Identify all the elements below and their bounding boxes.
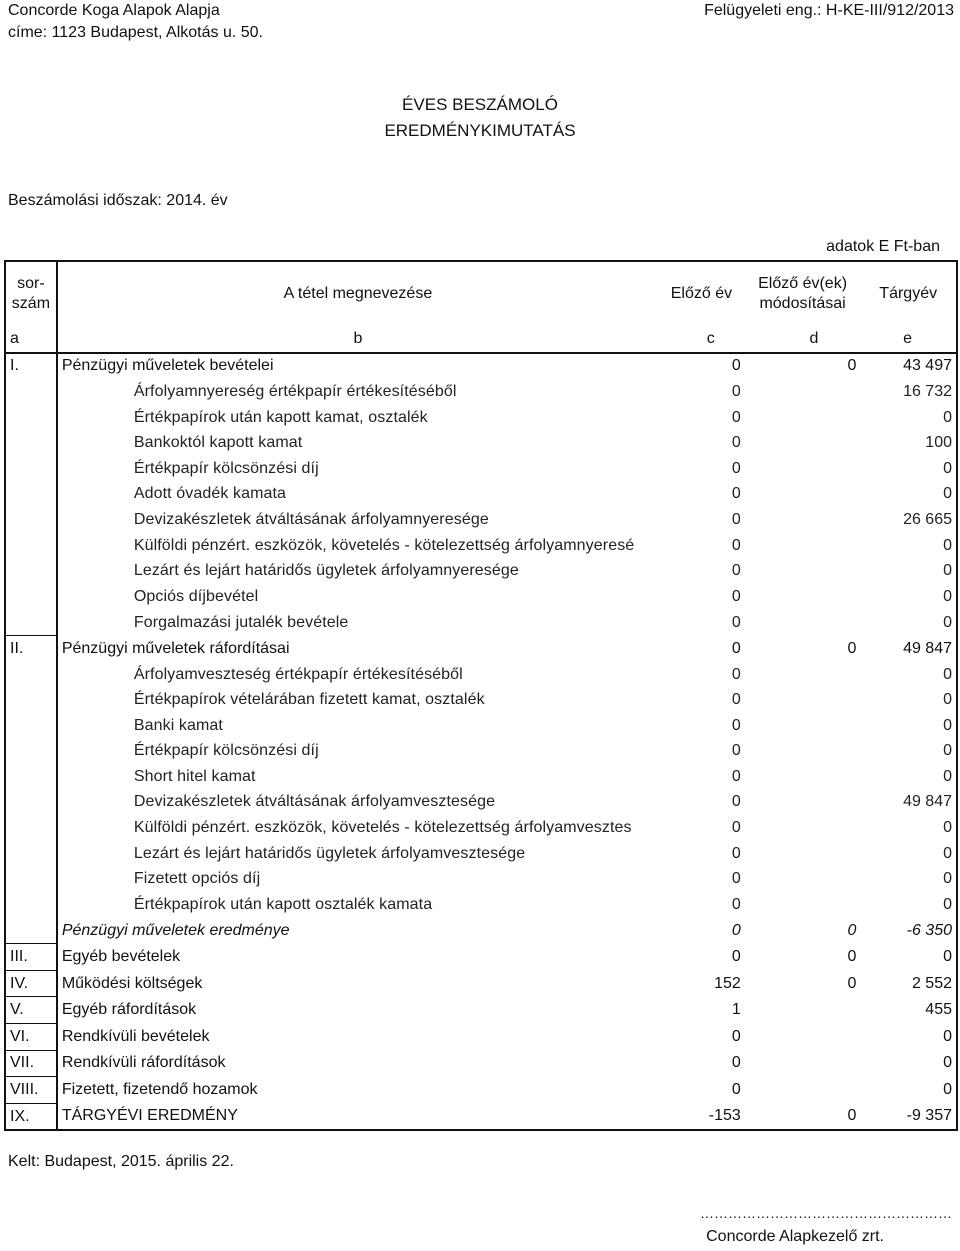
- current-year-value: 0: [860, 841, 957, 867]
- header-previous-year: Előző év: [658, 261, 745, 326]
- current-year-value: 0: [860, 1050, 957, 1077]
- modification-value: [745, 533, 861, 559]
- previous-year-value: 0: [731, 948, 741, 966]
- modification-value: [745, 687, 861, 713]
- modification-value: [745, 1077, 861, 1104]
- table-row: [5, 636, 957, 662]
- current-year-value: 0: [860, 456, 957, 482]
- current-year-value: 0: [860, 944, 957, 971]
- table-row: [5, 739, 957, 765]
- table-row: [5, 1024, 957, 1051]
- current-year-value: 49 847: [860, 636, 957, 662]
- license-number: Felügyeleti eng.: H-KE-III/912/2013: [704, 2, 954, 19]
- modification-value: [745, 866, 861, 892]
- current-year-value: 16 732: [860, 379, 957, 405]
- table-row: [5, 1077, 957, 1104]
- modification-value: [745, 456, 861, 482]
- table-row: [5, 533, 957, 559]
- table-row: [5, 558, 957, 584]
- header-item-name: A tétel megnevezése: [57, 261, 658, 326]
- table-row: [5, 584, 957, 610]
- item-name: Egyéb ráfordítások: [61, 1001, 197, 1019]
- previous-year-value: 0: [731, 357, 741, 375]
- modification-value: 0: [847, 357, 857, 375]
- row-number: [5, 866, 57, 892]
- table-row: [5, 507, 957, 533]
- current-year-value: 0: [860, 1077, 957, 1104]
- header-current-year: Tárgyév: [860, 261, 957, 326]
- item-name: Lezárt és lejárt határidős ügyletek árfolyamvesztesége: [133, 844, 526, 862]
- table-row: [5, 482, 957, 508]
- table-row: [5, 687, 957, 713]
- row-number: II.: [5, 636, 57, 662]
- row-number: V.: [5, 997, 57, 1024]
- item-name: Értékpapír kölcsönzési díj: [133, 742, 319, 760]
- previous-year-value: 0: [731, 382, 741, 400]
- table-row: [5, 662, 957, 688]
- item-name: Értékpapírok vételárában fizetett kamat, osztalék: [133, 691, 485, 709]
- previous-year-value: 0: [731, 819, 741, 837]
- previous-year-value: 0: [731, 510, 741, 528]
- table-row: [5, 405, 957, 431]
- row-number: [5, 713, 57, 739]
- modification-value: [745, 584, 861, 610]
- item-name: Opciós díjbevétel: [133, 587, 259, 605]
- previous-year-value: 0: [731, 613, 741, 631]
- table-row: [5, 430, 957, 456]
- table-row: [5, 944, 957, 971]
- previous-year-value: 0: [731, 408, 741, 426]
- current-year-value: 2 552: [860, 970, 957, 997]
- previous-year-value: 0: [731, 434, 741, 452]
- current-year-value: 49 847: [860, 790, 957, 816]
- fund-info: [8, 0, 263, 44]
- modification-value: [745, 997, 861, 1024]
- current-year-value: 0: [860, 610, 957, 636]
- item-name: Egyéb bevételek: [61, 948, 181, 966]
- issue-date: Kelt: Budapest, 2015. április 22.: [8, 1153, 234, 1170]
- current-year-value: -6 350: [860, 918, 957, 944]
- row-number: [5, 662, 57, 688]
- table-row: [5, 866, 957, 892]
- modification-value: [745, 610, 861, 636]
- previous-year-value: 152: [714, 974, 741, 992]
- previous-year-value: 0: [731, 793, 741, 811]
- modification-value: [745, 1050, 861, 1077]
- modification-value: [745, 815, 861, 841]
- row-number: [5, 739, 57, 765]
- signature-line: ………………………………………………: [700, 1205, 952, 1221]
- current-year-value: 0: [860, 584, 957, 610]
- current-year-value: 0: [860, 815, 957, 841]
- item-name: Értékpapírok után kapott kamat, osztalék: [133, 408, 428, 426]
- column-letters-row: [5, 326, 957, 353]
- item-name: Külföldi pénzért. eszközök, követelés - kötelezettség árfolyamvesztes: [133, 819, 632, 837]
- row-number: [5, 610, 57, 636]
- current-year-value: 0: [860, 866, 957, 892]
- item-name: Banki kamat: [133, 716, 223, 734]
- current-year-value: 0: [860, 687, 957, 713]
- item-name: Lezárt és lejárt határidős ügyletek árfolyamnyeresége: [133, 562, 519, 580]
- item-name: Adott óvadék kamata: [133, 485, 287, 503]
- current-year-value: 26 665: [860, 507, 957, 533]
- current-year-value: 0: [860, 764, 957, 790]
- current-year-value: 0: [860, 1024, 957, 1051]
- previous-year-value: 0: [731, 716, 741, 734]
- current-year-value: 0: [860, 405, 957, 431]
- modification-value: [745, 662, 861, 688]
- fund-address: címe: 1123 Budapest, Alkotás u. 50.: [8, 24, 263, 41]
- current-year-value: 43 497: [860, 353, 957, 380]
- header-row-number: sor- szám: [5, 261, 57, 326]
- item-name: Rendkívüli ráfordítások: [61, 1054, 226, 1072]
- item-name: Devizakészletek átváltásának árfolyamnyeresége: [133, 510, 489, 528]
- table-row: [5, 764, 957, 790]
- row-number: [5, 482, 57, 508]
- item-name: TÁRGYÉVI EREDMÉNY: [57, 1103, 658, 1130]
- current-year-value: 455: [860, 997, 957, 1024]
- modification-value: [745, 841, 861, 867]
- units-note: adatok E Ft-ban: [826, 238, 940, 255]
- row-number: VI.: [5, 1024, 57, 1051]
- reporting-period: Beszámolási időszak: 2014. év: [8, 192, 228, 209]
- item-name: Bankoktól kapott kamat: [133, 434, 303, 452]
- previous-year-value: 0: [731, 459, 741, 477]
- modification-value: 0: [847, 921, 857, 939]
- modification-value: [745, 482, 861, 508]
- current-year-value: 0: [860, 533, 957, 559]
- income-statement-table: [4, 260, 958, 1131]
- previous-year-value: 0: [731, 562, 741, 580]
- row-number: III.: [5, 944, 57, 971]
- row-number: [5, 687, 57, 713]
- item-name: Árfolyamnyereség értékpapír értékesítéséből: [133, 382, 457, 400]
- current-year-value: -9 357: [860, 1103, 957, 1130]
- previous-year-value: 1: [731, 1001, 741, 1019]
- signatory-name: Concorde Alapkezelő zrt.: [706, 1228, 884, 1245]
- modification-value: 0: [745, 1103, 861, 1130]
- row-number: [5, 533, 57, 559]
- modification-value: [745, 507, 861, 533]
- report-subtitle: EREDMÉNYKIMUTATÁS: [384, 121, 576, 140]
- previous-year-value: -153: [658, 1103, 745, 1130]
- modification-value: [745, 430, 861, 456]
- previous-year-value: 0: [731, 691, 741, 709]
- row-number: [5, 584, 57, 610]
- row-number: [5, 558, 57, 584]
- current-year-value: 0: [860, 739, 957, 765]
- item-name: Devizakészletek átváltásának árfolyamvesztesége: [133, 793, 496, 811]
- modification-value: [745, 405, 861, 431]
- row-number: [5, 815, 57, 841]
- row-number: IV.: [5, 970, 57, 997]
- table-row: [5, 713, 957, 739]
- row-number: [5, 841, 57, 867]
- table-row: [5, 815, 957, 841]
- modification-value: [745, 558, 861, 584]
- table-header-row: [5, 261, 957, 326]
- row-number: [5, 918, 57, 944]
- report-title: ÉVES BESZÁMOLÓ: [402, 95, 558, 114]
- item-name: Fizetett, fizetendő hozamok: [61, 1081, 258, 1099]
- row-number: [5, 430, 57, 456]
- modification-value: [745, 713, 861, 739]
- item-name: Forgalmazási jutalék bevétele: [133, 613, 349, 631]
- table-row: [5, 456, 957, 482]
- letter-a: a: [5, 326, 57, 353]
- row-number: [5, 790, 57, 816]
- row-number: [5, 379, 57, 405]
- item-name: Fizetett opciós díj: [133, 870, 261, 888]
- current-year-value: 0: [860, 558, 957, 584]
- previous-year-value: 0: [731, 485, 741, 503]
- current-year-value: 0: [860, 662, 957, 688]
- previous-year-value: 0: [731, 767, 741, 785]
- item-name: Short hitel kamat: [133, 767, 256, 785]
- modification-value: [745, 379, 861, 405]
- previous-year-value: 0: [731, 844, 741, 862]
- table-row: [5, 918, 957, 944]
- item-name: Pénzügyi műveletek bevételei: [61, 357, 274, 375]
- row-number: [5, 456, 57, 482]
- current-year-value: 0: [860, 713, 957, 739]
- table-row: [5, 610, 957, 636]
- table-row: [5, 1103, 957, 1130]
- previous-year-value: 0: [731, 665, 741, 683]
- table-row: [5, 353, 957, 380]
- item-name: Árfolyamveszteség értékpapír értékesítéséből: [133, 665, 463, 683]
- row-number: VII.: [5, 1050, 57, 1077]
- fund-name: Concorde Koga Alapok Alapja: [8, 2, 220, 19]
- previous-year-value: 0: [731, 1081, 741, 1099]
- item-name: Rendkívüli bevételek: [61, 1027, 210, 1045]
- item-name: Külföldi pénzért. eszközök, követelés - kötelezettség árfolyamnyeresé: [133, 536, 635, 554]
- modification-value: [745, 892, 861, 918]
- previous-year-value: 0: [731, 639, 741, 657]
- table-row: [5, 1050, 957, 1077]
- letter-b: b: [57, 326, 658, 353]
- row-number: [5, 764, 57, 790]
- item-name: Pénzügyi műveletek eredménye: [61, 921, 290, 939]
- previous-year-value: 0: [731, 536, 741, 554]
- header-modifications: Előző év(ek) módosításai: [745, 261, 861, 326]
- modification-value: [745, 790, 861, 816]
- current-year-value: 0: [860, 892, 957, 918]
- previous-year-value: 0: [731, 1054, 741, 1072]
- current-year-value: 0: [860, 482, 957, 508]
- previous-year-value: 0: [731, 1027, 741, 1045]
- current-year-value: 100: [860, 430, 957, 456]
- table-row: [5, 997, 957, 1024]
- table-row: [5, 841, 957, 867]
- previous-year-value: 0: [731, 742, 741, 760]
- previous-year-value: 0: [731, 870, 741, 888]
- modification-value: [745, 739, 861, 765]
- letter-c: c: [658, 326, 745, 353]
- letter-d: d: [745, 326, 861, 353]
- table-row: [5, 892, 957, 918]
- previous-year-value: 0: [731, 895, 741, 913]
- table-row: [5, 790, 957, 816]
- row-number: VIII.: [5, 1077, 57, 1104]
- item-name: Működési költségek: [61, 974, 203, 992]
- table-row: [5, 970, 957, 997]
- item-name: Pénzügyi műveletek ráfordításai: [61, 639, 290, 657]
- row-number: [5, 507, 57, 533]
- modification-value: [745, 764, 861, 790]
- row-number: IX.: [5, 1103, 57, 1130]
- modification-value: 0: [847, 948, 857, 966]
- table-row: [5, 379, 957, 405]
- item-name: Értékpapírok után kapott osztalék kamata: [133, 895, 433, 913]
- row-number: I.: [5, 353, 57, 380]
- previous-year-value: 0: [731, 587, 741, 605]
- item-name: Értékpapír kölcsönzési díj: [133, 459, 319, 477]
- letter-e: e: [860, 326, 957, 353]
- modification-value: [745, 1024, 861, 1051]
- modification-value: 0: [847, 639, 857, 657]
- previous-year-value: 0: [731, 921, 741, 939]
- modification-value: 0: [847, 974, 857, 992]
- row-number: [5, 892, 57, 918]
- row-number: [5, 405, 57, 431]
